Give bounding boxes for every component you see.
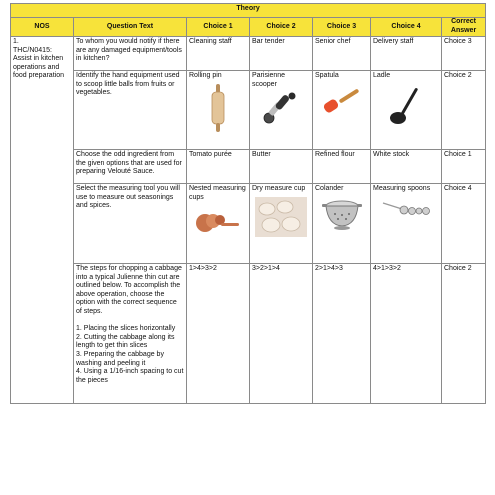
choice-1: 1>4>3>2 <box>187 264 250 404</box>
choice-3: Refined flour <box>313 150 371 184</box>
choice-1-cell <box>187 184 250 264</box>
choice-2: Butter <box>250 150 313 184</box>
question-text: To whom you would notify if there are any damaged equipment/tools in kitchen? <box>74 37 187 71</box>
question-text: Identify the hand equipment used to scoop little balls from fruits or vegetables. <box>74 71 187 150</box>
choice-3: Senior chef <box>313 37 371 71</box>
choice-1: Nested measuring cups <box>189 185 246 201</box>
table-row <box>11 71 486 150</box>
measuring-spoons-icon <box>380 197 432 217</box>
choice-1: Rolling pin <box>189 72 222 79</box>
choice-3: 2>1>4>3 <box>313 264 371 404</box>
nos-cell: 1. THC/N0415: Assist in kitchen operations and food preparation <box>11 37 74 404</box>
choice-2-cell <box>250 71 313 150</box>
question-text: The steps for chopping a cabbage into a typical Julienne thin cut are outlined below. To accomplish the above operation, choose the option with the correct sequence of steps. 1. Placing the slices horizontally 2. Cutting the cabbage along its length to get thin slices 3. Preparing the cabbage by washing and peeling it 4. Using a 1/16-inch spacing to cut the pieces <box>74 264 187 404</box>
choice-2: 3>2>1>4 <box>250 264 313 404</box>
choice-1: Tomato purée <box>187 150 250 184</box>
choice-1: Cleaning staff <box>187 37 250 71</box>
choice-4-cell <box>371 71 442 150</box>
table-row <box>11 184 486 264</box>
dry-measure-cups-icon <box>255 197 307 237</box>
choice-4: Delivery staff <box>371 37 442 71</box>
header-choice-3: Choice 3 <box>313 18 371 37</box>
ladle-icon <box>386 84 426 126</box>
table-row <box>11 264 486 404</box>
choice-3: Colander <box>315 185 344 192</box>
question-text: Choose the odd ingredient from the given options that are used for preparing Velouté Sauce. <box>74 150 187 184</box>
header-choice-2: Choice 2 <box>250 18 313 37</box>
correct-answer: Choice 1 <box>442 150 486 184</box>
choice-4: Measuring spoons <box>373 185 431 192</box>
table-row <box>11 37 486 71</box>
colander-icon <box>321 197 363 231</box>
rolling-pin-icon <box>209 84 227 132</box>
choice-3: Spatula <box>315 72 339 79</box>
header-correct-answer: Correct Answer <box>442 18 486 37</box>
choice-2: Dry measure cup <box>252 185 306 192</box>
spatula-icon <box>322 84 362 116</box>
choice-1-cell <box>187 71 250 150</box>
correct-answer: Choice 2 <box>442 71 486 150</box>
header-choice-4: Choice 4 <box>371 18 442 37</box>
correct-answer: Choice 3 <box>442 37 486 71</box>
choice-4: Ladle <box>373 72 391 79</box>
choice-4: White stock <box>371 150 442 184</box>
choice-4-cell <box>371 184 442 264</box>
header-choice-1: Choice 1 <box>187 18 250 37</box>
header-question-text: Question Text <box>74 18 187 37</box>
correct-answer: Choice 4 <box>442 184 486 264</box>
nested-measuring-cups-icon <box>195 205 241 235</box>
choice-3-cell <box>313 184 371 264</box>
choice-3-cell <box>313 71 371 150</box>
question-table <box>10 3 486 404</box>
parisienne-scooper-icon <box>263 92 299 124</box>
correct-answer: Choice 2 <box>442 264 486 404</box>
table-title: Theory <box>11 4 486 18</box>
choice-2-cell <box>250 184 313 264</box>
question-text: Select the measuring tool you will use to measure out seasonings and spices. <box>74 184 187 264</box>
header-nos: NOS <box>11 18 74 37</box>
choice-4: 4>1>3>2 <box>371 264 442 404</box>
table-row <box>11 150 486 184</box>
choice-2: Parisienne scooper <box>252 72 286 88</box>
choice-2: Bar tender <box>250 37 313 71</box>
